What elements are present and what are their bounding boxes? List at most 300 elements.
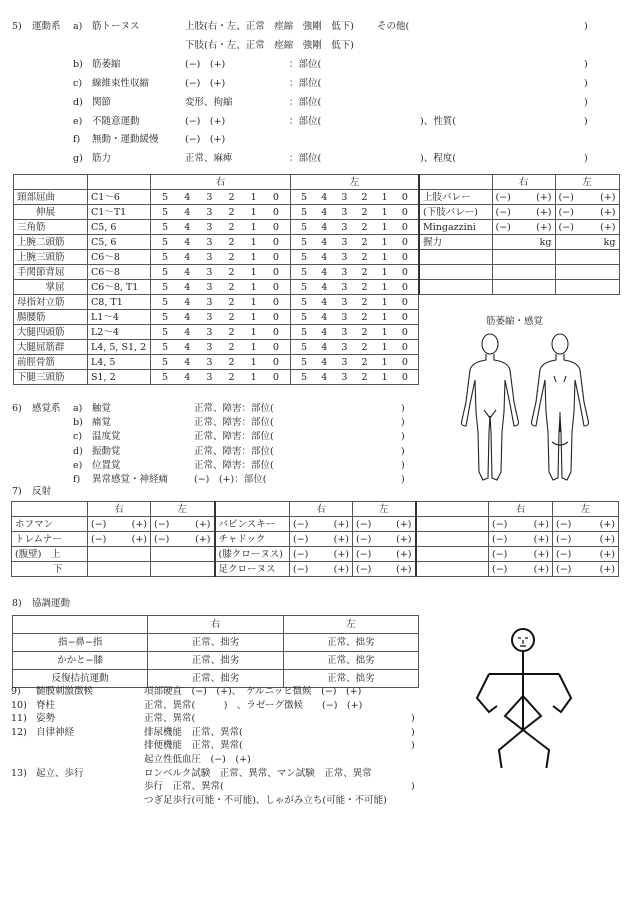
- grade-option[interactable]: 4: [321, 341, 328, 353]
- grade-option[interactable]: 0: [272, 341, 279, 353]
- grade-option[interactable]: 4: [321, 326, 328, 338]
- grade-option[interactable]: 2: [361, 311, 368, 323]
- grade-option[interactable]: 0: [401, 236, 408, 248]
- grade-option[interactable]: 5: [162, 221, 169, 233]
- grade-option[interactable]: 0: [272, 221, 279, 233]
- grade-option[interactable]: 2: [228, 356, 235, 368]
- option-cell: [555, 220, 619, 235]
- grade-cell-left: [291, 190, 419, 205]
- grade-option[interactable]: 4: [321, 221, 328, 233]
- grade-option[interactable]: 5: [162, 296, 169, 308]
- grade-option[interactable]: 3: [341, 221, 348, 233]
- grade-option[interactable]: 0: [401, 341, 408, 353]
- grade-option[interactable]: 2: [228, 281, 235, 293]
- grade-option[interactable]: 3: [206, 236, 213, 248]
- grade-option[interactable]: 2: [361, 371, 368, 383]
- grade-option[interactable]: 3: [341, 266, 348, 278]
- item-label: 無動・運動緩慢: [92, 134, 159, 145]
- positive-option[interactable]: (+): [533, 533, 549, 545]
- right-result[interactable]: 正常、拙劣: [148, 652, 283, 670]
- grade-cell-left: [291, 370, 419, 385]
- negative-option[interactable]: (−): [492, 563, 508, 575]
- grade-option[interactable]: 1: [250, 191, 257, 203]
- grade-option[interactable]: 0: [272, 296, 279, 308]
- option-cell: [151, 517, 215, 532]
- grade-option[interactable]: 1: [250, 206, 257, 218]
- positive-option[interactable]: (+): [533, 518, 549, 530]
- section-title: 運動系: [32, 21, 61, 32]
- grade-option[interactable]: 0: [401, 266, 408, 278]
- grade-option[interactable]: 3: [206, 371, 213, 383]
- grade-option[interactable]: 1: [250, 281, 257, 293]
- positive-option[interactable]: (+): [599, 563, 615, 575]
- blank-reflex-name[interactable]: [416, 532, 489, 547]
- grade-cell-right: [151, 280, 291, 295]
- negative-option[interactable]: (−): [356, 548, 372, 560]
- grade-option[interactable]: 1: [381, 191, 388, 203]
- positive-option[interactable]: (+): [396, 548, 412, 560]
- negative-option[interactable]: (−): [495, 221, 511, 233]
- grade-option[interactable]: 0: [401, 326, 408, 338]
- negative-option[interactable]: (−): [293, 518, 309, 530]
- grade-option[interactable]: 0: [401, 206, 408, 218]
- grade-option[interactable]: 5: [301, 206, 308, 218]
- negative-option[interactable]: (−): [154, 518, 170, 530]
- negative-option[interactable]: (−): [556, 533, 572, 545]
- item-value: 正常、障害：部位(: [194, 459, 274, 471]
- grade-option[interactable]: 3: [341, 326, 348, 338]
- grade-option[interactable]: 5: [301, 281, 308, 293]
- grade-option[interactable]: 5: [301, 371, 308, 383]
- grade-option[interactable]: 1: [250, 296, 257, 308]
- item-value: 正常、障害：部位(: [194, 403, 274, 414]
- grade-option[interactable]: 0: [272, 266, 279, 278]
- grade-option[interactable]: 3: [341, 281, 348, 293]
- muscle-name: 三角筋: [14, 220, 88, 235]
- grade-option[interactable]: 3: [206, 341, 213, 353]
- other-field-label: その他(: [377, 21, 410, 32]
- grade-option[interactable]: 1: [250, 341, 257, 353]
- grade-option[interactable]: 3: [206, 206, 213, 218]
- positive-option[interactable]: (+): [195, 518, 211, 530]
- grade-option[interactable]: 2: [228, 341, 235, 353]
- grade-option[interactable]: 4: [321, 251, 328, 263]
- grade-option[interactable]: 1: [381, 296, 388, 308]
- positive-option[interactable]: (+): [131, 533, 147, 545]
- grade-option[interactable]: 2: [361, 356, 368, 368]
- negative-option[interactable]: (−): [556, 563, 572, 575]
- grade-option[interactable]: 4: [184, 371, 191, 383]
- table-row: [13, 670, 419, 688]
- option-cell: [290, 562, 353, 577]
- positive-option[interactable]: (+): [536, 206, 552, 218]
- positive-option[interactable]: (+): [599, 548, 615, 560]
- grade-option[interactable]: 1: [381, 356, 388, 368]
- grade-option[interactable]: 1: [250, 311, 257, 323]
- positive-option[interactable]: (+): [600, 206, 616, 218]
- grade-option[interactable]: 5: [301, 236, 308, 248]
- grade-option[interactable]: 3: [206, 356, 213, 368]
- grade-option[interactable]: 2: [228, 236, 235, 248]
- negative-option[interactable]: (−): [556, 518, 572, 530]
- grade-option[interactable]: 1: [381, 266, 388, 278]
- grade-option[interactable]: 1: [381, 311, 388, 323]
- option-cell: [553, 547, 619, 562]
- grade-option[interactable]: 3: [341, 191, 348, 203]
- grade-option[interactable]: 3: [206, 221, 213, 233]
- grade-option[interactable]: 2: [228, 311, 235, 323]
- grade-option[interactable]: 4: [184, 221, 191, 233]
- positive-option[interactable]: (+): [533, 563, 549, 575]
- negative-option[interactable]: (−): [556, 548, 572, 560]
- grade-option[interactable]: 4: [184, 191, 191, 203]
- option-cell: [553, 532, 619, 547]
- grade-option[interactable]: 2: [361, 341, 368, 353]
- grade-option[interactable]: 1: [381, 206, 388, 218]
- grade-option[interactable]: 0: [272, 326, 279, 338]
- grade-option[interactable]: 1: [250, 356, 257, 368]
- grade-option[interactable]: 2: [228, 371, 235, 383]
- negative-option[interactable]: (−): [293, 548, 309, 560]
- positive-option[interactable]: (+): [333, 518, 349, 530]
- section-title: 反射: [32, 486, 52, 497]
- reflex-name: チャドック: [215, 532, 290, 547]
- grade-option[interactable]: 4: [321, 371, 328, 383]
- positive-option[interactable]: (+): [600, 191, 616, 203]
- blank-row: [419, 265, 619, 280]
- grade-option[interactable]: 0: [272, 236, 279, 248]
- positive-option[interactable]: (+): [195, 533, 211, 545]
- grade-option[interactable]: 2: [361, 326, 368, 338]
- header-right: 右: [290, 502, 353, 517]
- grade-option[interactable]: 5: [301, 341, 308, 353]
- grade-option[interactable]: 5: [162, 311, 169, 323]
- blank-reflex-name[interactable]: [416, 547, 489, 562]
- section-number: 5): [12, 21, 22, 32]
- grade-option[interactable]: 2: [361, 281, 368, 293]
- grade-option[interactable]: 2: [228, 266, 235, 278]
- grade-option[interactable]: 3: [341, 251, 348, 263]
- grade-option[interactable]: 4: [184, 266, 191, 278]
- grade-option[interactable]: 3: [341, 371, 348, 383]
- grade-option[interactable]: 1: [381, 371, 388, 383]
- grade-option[interactable]: 1: [381, 236, 388, 248]
- muscle-name: 前脛骨筋: [14, 355, 88, 370]
- grade-option[interactable]: 4: [321, 206, 328, 218]
- item-value: ロンベルク試験 正常、異常、マン試験 正常、異常: [144, 767, 372, 779]
- grade-option[interactable]: 5: [162, 266, 169, 278]
- item-label: 痛覚: [92, 417, 112, 429]
- drift-test-table: [418, 174, 620, 295]
- negative-option[interactable]: (−): [356, 563, 372, 575]
- grade-option[interactable]: 0: [401, 356, 408, 368]
- grade-cell-left: [291, 310, 419, 325]
- negative-option[interactable]: (−): [558, 191, 574, 203]
- grade-option[interactable]: 1: [381, 251, 388, 263]
- grade-option[interactable]: 3: [206, 326, 213, 338]
- grade-option[interactable]: 3: [341, 206, 348, 218]
- item-label: 触覚: [92, 403, 112, 414]
- left-result[interactable]: 正常、拙劣: [283, 652, 418, 670]
- right-result[interactable]: 正常、拙劣: [148, 634, 283, 652]
- grade-option[interactable]: 5: [162, 356, 169, 368]
- closing-paren: ): [584, 153, 588, 164]
- grade-option[interactable]: 2: [228, 221, 235, 233]
- positive-option[interactable]: (+): [131, 518, 147, 530]
- blank-reflex-name[interactable]: [416, 562, 489, 577]
- grade-option[interactable]: 2: [228, 296, 235, 308]
- grade-option[interactable]: 3: [206, 281, 213, 293]
- table-row: [12, 562, 619, 577]
- grade-option[interactable]: 5: [162, 326, 169, 338]
- negative-option[interactable]: (−): [154, 533, 170, 545]
- grade-option[interactable]: 5: [301, 191, 308, 203]
- reflex-name: 下: [12, 562, 88, 577]
- grip-left-kg[interactable]: kg: [555, 235, 619, 250]
- muscle-name: 上腕二頭筋: [14, 235, 88, 250]
- left-result[interactable]: 正常、拙劣: [283, 634, 418, 652]
- option-cell: [353, 517, 416, 532]
- grip-right-kg[interactable]: kg: [492, 235, 555, 250]
- negative-option[interactable]: (−): [492, 548, 508, 560]
- item-value: 正常、障害：部位(: [194, 445, 274, 457]
- grade-option[interactable]: 4: [184, 296, 191, 308]
- test-name: 指−鼻−指: [13, 634, 148, 652]
- grade-option[interactable]: 4: [184, 326, 191, 338]
- grade-option[interactable]: 0: [272, 356, 279, 368]
- grade-option[interactable]: 4: [184, 341, 191, 353]
- negative-option[interactable]: (−): [91, 533, 107, 545]
- grade-option[interactable]: 1: [250, 221, 257, 233]
- grade-option[interactable]: 4: [321, 311, 328, 323]
- negative-option[interactable]: (−): [495, 191, 511, 203]
- grade-option[interactable]: 5: [162, 281, 169, 293]
- positive-option[interactable]: (+): [536, 221, 552, 233]
- site-field-label: ：部位(: [289, 153, 322, 164]
- grade-option[interactable]: 2: [361, 296, 368, 308]
- grade-option[interactable]: 0: [401, 221, 408, 233]
- grade-option[interactable]: 2: [228, 251, 235, 263]
- grade-option[interactable]: 2: [228, 326, 235, 338]
- positive-option[interactable]: (+): [396, 533, 412, 545]
- option-cell: [555, 190, 619, 205]
- grade-option[interactable]: 4: [321, 236, 328, 248]
- grade-option[interactable]: 0: [272, 206, 279, 218]
- option-cell: [353, 562, 416, 577]
- negative-option[interactable]: (−): [558, 206, 574, 218]
- positive-option[interactable]: (+): [599, 533, 615, 545]
- site-field-label: ：部位(: [289, 59, 322, 70]
- positive-option[interactable]: (+): [333, 533, 349, 545]
- grade-option[interactable]: 1: [250, 251, 257, 263]
- grade-option[interactable]: 3: [341, 341, 348, 353]
- grade-option[interactable]: 2: [361, 206, 368, 218]
- spinal-level: C6〜8: [88, 250, 151, 265]
- grade-option[interactable]: 4: [184, 281, 191, 293]
- grade-option[interactable]: 3: [206, 296, 213, 308]
- grade-option[interactable]: 4: [321, 191, 328, 203]
- option-cell: [555, 205, 619, 220]
- grade-option[interactable]: 5: [162, 206, 169, 218]
- grade-option[interactable]: 0: [401, 281, 408, 293]
- grade-cell-right: [151, 250, 291, 265]
- item-letter: d): [73, 445, 83, 457]
- grade-cell-left: [291, 295, 419, 310]
- grade-option[interactable]: 5: [162, 236, 169, 248]
- negative-option[interactable]: (−): [356, 533, 372, 545]
- negative-option[interactable]: (−): [558, 221, 574, 233]
- closing-paren: ): [401, 403, 405, 414]
- item-value: つぎ足歩行(可能・不可能)、しゃがみ立ち(可能・不可能): [144, 794, 387, 806]
- muscle-name: 大腿四頭筋: [14, 325, 88, 340]
- spinal-level: C1〜6: [88, 190, 151, 205]
- grade-cell-left: [291, 235, 419, 250]
- section-title: 起立、歩行: [36, 767, 84, 779]
- positive-option[interactable]: (+): [599, 518, 615, 530]
- grade-option[interactable]: 2: [228, 206, 235, 218]
- grade-option[interactable]: 5: [162, 251, 169, 263]
- grade-option[interactable]: 2: [361, 221, 368, 233]
- grade-option[interactable]: 0: [401, 311, 408, 323]
- grade-option[interactable]: 5: [301, 311, 308, 323]
- grade-option[interactable]: 2: [361, 236, 368, 248]
- header-left: 左: [151, 502, 215, 517]
- table-row: [14, 355, 419, 370]
- blank-reflex-name[interactable]: [416, 517, 489, 532]
- right-result[interactable]: 正常、拙劣: [148, 670, 283, 688]
- grade-option[interactable]: 5: [162, 341, 169, 353]
- header-right: 右: [88, 502, 151, 517]
- grade-option[interactable]: 0: [401, 296, 408, 308]
- grade-option[interactable]: 2: [228, 191, 235, 203]
- grade-option[interactable]: 0: [401, 191, 408, 203]
- grade-option[interactable]: 0: [272, 251, 279, 263]
- item-letter: a): [73, 21, 83, 32]
- positive-option[interactable]: (+): [396, 518, 412, 530]
- negative-option[interactable]: (−): [492, 518, 508, 530]
- grade-option[interactable]: 4: [184, 356, 191, 368]
- grade-cell-left: [291, 340, 419, 355]
- grade-option[interactable]: 2: [361, 251, 368, 263]
- grade-option[interactable]: 2: [361, 191, 368, 203]
- grade-option[interactable]: 3: [341, 296, 348, 308]
- grade-option[interactable]: 4: [321, 296, 328, 308]
- positive-option[interactable]: (+): [396, 563, 412, 575]
- table-row: [14, 370, 419, 385]
- negative-option[interactable]: (−): [293, 533, 309, 545]
- positive-option[interactable]: (+): [533, 548, 549, 560]
- left-result[interactable]: 正常、拙劣: [283, 670, 418, 688]
- grade-option[interactable]: 1: [250, 371, 257, 383]
- negative-option[interactable]: (−): [91, 518, 107, 530]
- negative-option[interactable]: (−): [492, 533, 508, 545]
- grade-option[interactable]: 4: [184, 311, 191, 323]
- grade-option[interactable]: 1: [381, 326, 388, 338]
- item-label: 位置覚: [92, 459, 121, 471]
- grade-option[interactable]: 5: [301, 266, 308, 278]
- item-label: 不随意運動: [92, 116, 140, 127]
- grade-option[interactable]: 5: [301, 296, 308, 308]
- grade-option[interactable]: 0: [272, 371, 279, 383]
- grade-option[interactable]: 5: [301, 326, 308, 338]
- grade-option[interactable]: 2: [361, 266, 368, 278]
- grade-option[interactable]: 4: [184, 236, 191, 248]
- grade-option[interactable]: 0: [401, 371, 408, 383]
- grade-option[interactable]: 3: [206, 191, 213, 203]
- grade-option[interactable]: 3: [341, 236, 348, 248]
- grade-option[interactable]: 1: [250, 236, 257, 248]
- grade-option[interactable]: 0: [401, 251, 408, 263]
- item-value-lower-limb: 下肢(右・左、正常 痙縮 強剛 低下): [185, 40, 354, 51]
- positive-option[interactable]: (+): [600, 221, 616, 233]
- header-left: 左: [353, 502, 416, 517]
- negative-option[interactable]: (−): [495, 206, 511, 218]
- grade-cell-right: [151, 340, 291, 355]
- positive-option[interactable]: (+): [333, 563, 349, 575]
- grade-option[interactable]: 1: [381, 281, 388, 293]
- muscle-name: 掌屈: [14, 280, 88, 295]
- grade-option[interactable]: 5: [301, 251, 308, 263]
- table-row: [12, 517, 619, 532]
- item-label: 筋トーヌス: [92, 21, 140, 32]
- negative-option[interactable]: (−): [293, 563, 309, 575]
- option-cell: [353, 532, 416, 547]
- grade-option[interactable]: 1: [250, 266, 257, 278]
- grade-option[interactable]: 5: [162, 191, 169, 203]
- option-cell: [290, 532, 353, 547]
- grade-option[interactable]: 3: [206, 311, 213, 323]
- grade-option[interactable]: 4: [321, 281, 328, 293]
- option-cell: [88, 517, 151, 532]
- grade-cell-right: [151, 235, 291, 250]
- section-title: 感覚系: [32, 403, 61, 414]
- grade-option[interactable]: 3: [341, 311, 348, 323]
- spinal-level: L2〜4: [88, 325, 151, 340]
- grade-option[interactable]: 0: [272, 311, 279, 323]
- grade-option[interactable]: 4: [184, 206, 191, 218]
- grade-option[interactable]: 4: [321, 266, 328, 278]
- grade-option[interactable]: 5: [162, 371, 169, 383]
- grade-option[interactable]: 3: [206, 266, 213, 278]
- grade-option[interactable]: 4: [321, 356, 328, 368]
- closing-paren: ): [584, 97, 588, 108]
- closing-paren: ): [584, 21, 588, 32]
- option-cell: [290, 517, 353, 532]
- grade-option[interactable]: 3: [206, 251, 213, 263]
- table-header-row: [14, 175, 419, 190]
- spinal-level: C6〜8, T1: [88, 280, 151, 295]
- grade-option[interactable]: 4: [184, 251, 191, 263]
- positive-option[interactable]: (+): [536, 191, 552, 203]
- grade-option[interactable]: 0: [272, 191, 279, 203]
- closing-paren: ): [411, 726, 415, 738]
- grade-option[interactable]: 0: [272, 281, 279, 293]
- grade-option[interactable]: 5: [301, 356, 308, 368]
- grade-option[interactable]: 1: [250, 326, 257, 338]
- grade-option[interactable]: 3: [341, 356, 348, 368]
- grade-cell-right: [151, 295, 291, 310]
- grip-row: [419, 235, 619, 250]
- grade-option[interactable]: 1: [381, 341, 388, 353]
- coordination-table: [12, 615, 419, 688]
- muscle-name: 上腕三頭筋: [14, 250, 88, 265]
- grade-option[interactable]: 1: [381, 221, 388, 233]
- grade-option[interactable]: 5: [301, 221, 308, 233]
- positive-option[interactable]: (+): [333, 548, 349, 560]
- negative-option[interactable]: (−): [356, 518, 372, 530]
- table-row: [14, 220, 419, 235]
- test-name: (下肢バレー): [419, 205, 492, 220]
